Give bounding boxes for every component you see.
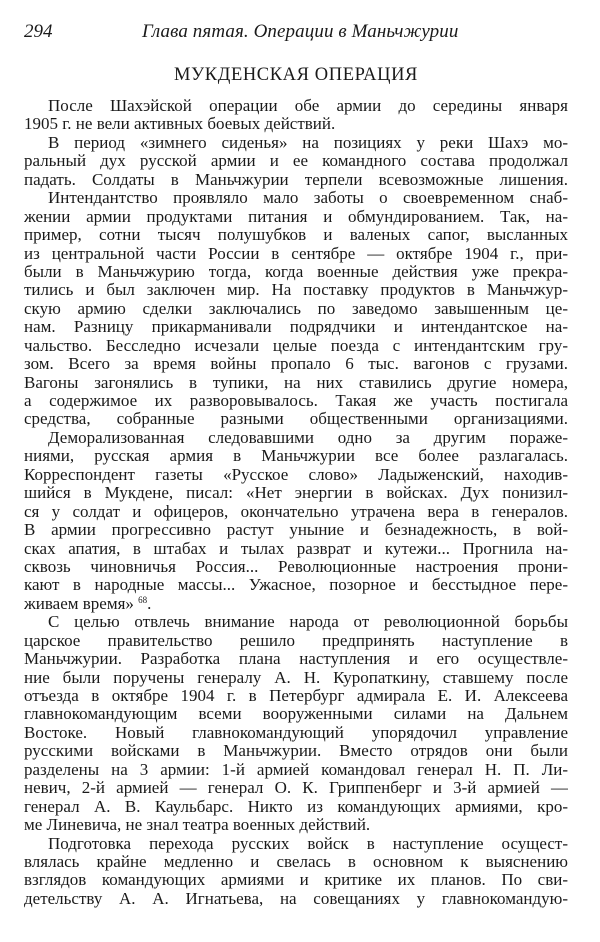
text-line: невич, 2-й армией — генерал О. К. Гриппенберг и 3-й армией — (24, 779, 568, 798)
text-line: ние были поручены генералу А. Н. Куропаткину, ставшему после (24, 668, 568, 687)
paragraph (24, 189, 568, 429)
text-line: Востоке. Новый главнокомандующий упорядочил управление (24, 723, 568, 742)
text-line: средства, собранные разными общественными организациями. (24, 410, 568, 429)
text-line: 1905 г. не вели активных боевых действий. (24, 115, 336, 134)
text-line: зом. Всего за время войны пропало 6 тыс. вагонов с грузами. (24, 355, 568, 374)
page-number: 294 (24, 21, 53, 42)
paragraph (24, 97, 568, 134)
text-line: падать. Солдаты в Маньчжурии терпели всевозможные лишения. (24, 170, 568, 189)
text-line: Корреспондент газеты «Русское слово» Ладыженский, находив- (24, 465, 568, 484)
text-line: В период «зимнего сиденья» на позициях у реки Шахэ мо- (48, 133, 568, 152)
trailing-punct: . (147, 594, 152, 613)
text-line: В армии прогрессивно растут уныние и безнадежность, в вой- (24, 521, 568, 540)
quote-end: живаем время» (24, 594, 134, 613)
text-line: детельству А. А. Игнатьева, на совещаниях у главнокомандую- (24, 889, 568, 908)
text-line: разделены на 3 армии: 1-й армией командовал генерал Н. П. Ли- (24, 760, 568, 779)
running-title: Глава пятая. Операции в Маньчжурии (142, 21, 459, 42)
text-line: а содержимое их разворовывалось. Такая же участь постигала (24, 392, 568, 410)
text-line: взглядов командующих армиями и критике их планов. По сви- (24, 871, 568, 890)
text-line: Вагоны загонялись в тупики, на них ставились другие номера, (24, 373, 568, 392)
text-line: русскими войсками в Маньчжурии. Вместо отрядов они были (24, 742, 568, 761)
section-title: МУКДЕНСКАЯ ОПЕРАЦИЯ (174, 65, 418, 85)
text-line: ниями, русская армия в Маньчжурии все более разлагалась. (24, 447, 568, 466)
text-line: сках апатия, в штабах и тылах разврат и кутежи... Прогнила на- (24, 539, 568, 558)
paragraph (24, 134, 568, 189)
text-line: царское правительство решило предпринять наступление в (24, 631, 568, 650)
text-line: нам. Разницу прикарманивали подрядчики и интендантское на- (24, 318, 568, 337)
page-header (24, 20, 568, 44)
text-line: Подготовка перехода русских войск в наступление осущест- (48, 834, 568, 853)
text-line: Маньчжурии. Разработка плана наступления и его осуществле- (24, 650, 568, 669)
text-line: были в Маньчжурию тогда, когда военные действия уже прекра- (24, 262, 568, 281)
text-line: ральный дух русской армии и ее командного состава продолжал (24, 152, 568, 171)
text-line: скую армию сделки заключались по заведомо завышенным це- (24, 299, 568, 318)
text-line: Интендантство проявляло мало заботы о своевременном снаб- (48, 189, 568, 208)
text-line: пример, сотни тысяч полушубков и валеных сапог, высланных (24, 226, 568, 245)
text-line: отъезда в октябре 1904 г. в Петербург адмирала Е. И. Алексеева (24, 687, 568, 705)
text-line: С целью отвлечь внимание народа от революционной борьбы (48, 613, 568, 632)
text-line: ся у солдат и офицеров, окончательно утрачена вера в генералов. (24, 502, 568, 521)
body-text (24, 97, 568, 908)
text-line: После Шахэйской операции обе армии до середины января (48, 97, 568, 115)
text-line: тились и был заключен мир. На поставку продуктов в Маньчжур- (24, 281, 568, 300)
text-line (24, 595, 568, 613)
text-line: сквозь чиновничья Россия... Революционные настроения прони- (24, 557, 568, 576)
text-line: чальство. Бесследно исчезали целые поезда с интендантским гру- (24, 336, 568, 355)
text-line: главнокомандующим всеми вооруженными силами на Дальнем (24, 705, 568, 724)
footnote-ref[interactable]: 68 (138, 594, 148, 605)
text-line: из центральной части России в сентябре — октябре 1904 г., при- (24, 244, 568, 263)
paragraph (24, 835, 568, 909)
text-line: генерал А. В. Каульбарс. Никто из командующих армиями, кро- (24, 797, 568, 816)
text-line: влялась крайне медленно и свелась в основном к выяснению (24, 852, 568, 871)
text-line: шийся в Мукдене, писал: «Нет энергии в войсках. Дух понизил- (24, 484, 568, 503)
paragraph (24, 613, 568, 834)
text-line: жении армии продуктами питания и обмундированием. Так, на- (24, 207, 568, 226)
text-line: кают в народные массы... Ужасное, позорное и бесстыдное пере- (24, 576, 568, 595)
paragraph (24, 429, 568, 613)
text-line: Деморализованная следовавшими одно за другим пораже- (48, 428, 568, 447)
text-line: ме Линевича, не знал театра военных действий. (24, 816, 371, 835)
